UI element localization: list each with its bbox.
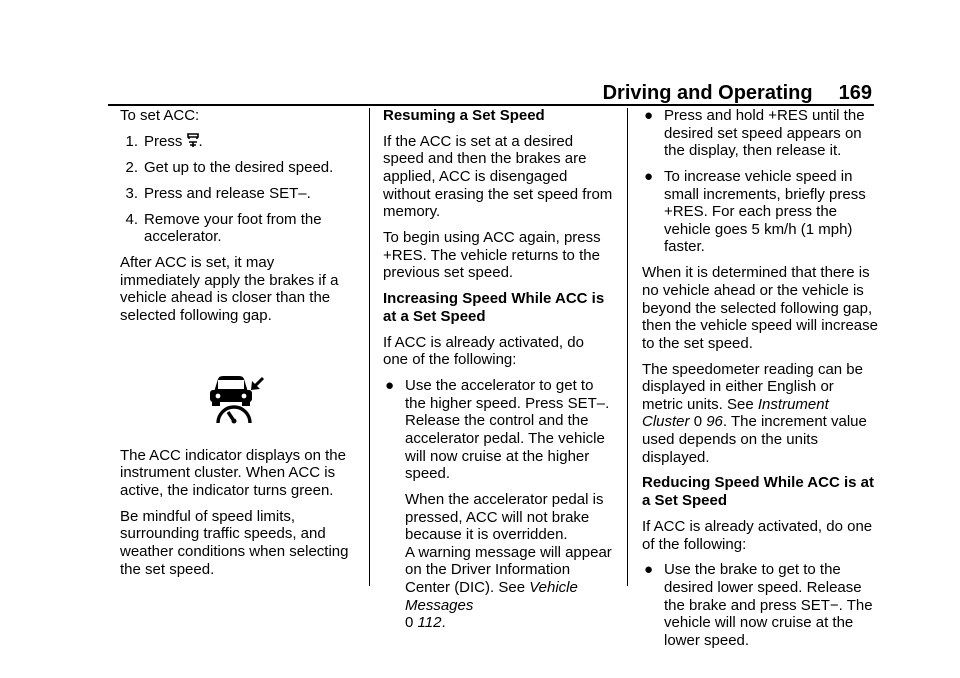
- bullet-icon: ●: [644, 168, 654, 186]
- bullet-icon: ●: [644, 561, 654, 579]
- reduce-paragraph: If ACC is already activated, do one of the following:: [642, 517, 873, 553]
- resume-heading: Resuming a Set Speed: [383, 107, 545, 124]
- intro-text: To set ACC:: [120, 107, 200, 124]
- column-divider: [627, 108, 628, 586]
- reduce-heading: Reducing Speed While ACC is at a Set Speed: [642, 474, 874, 510]
- sub-paragraph: When the accelerator pedal is pressed, ACC will not brake because it is overridden. A warning message will appear on the Driver Information Center (DIC). See Vehicle Messages 0 112.: [405, 491, 612, 632]
- list-item: ● Use the brake to get to the desired lower speed. Release the brake and press SET−. The vehicle will now cruise at the lower speed.: [644, 561, 873, 649]
- resume-paragraph: To begin using ACC again, press +RES. The vehicle returns to the previous set speed.: [383, 229, 601, 282]
- column-divider: [369, 108, 370, 586]
- vehicle-messages-link[interactable]: Vehicle Messages: [405, 579, 578, 614]
- list-item: 2. Get up to the desired speed.: [120, 159, 356, 177]
- list-item: 1. Press .: [120, 133, 356, 151]
- acc-indicator-figure: [120, 333, 356, 441]
- page-ref[interactable]: 96: [706, 413, 723, 431]
- list-item: ● To increase vehicle speed in small increments, briefly press +RES. For each press the vehicle goes 5 km/h (1 mph) faster.: [644, 168, 866, 256]
- mindful-text: Be mindful of speed limits, surrounding traffic speeds, and weather conditions when selecting the set speed.: [120, 507, 349, 578]
- after-set-text: After ACC is set, it may immediately apply the brakes if a vehicle ahead is closer than the selected following gap.: [120, 254, 339, 324]
- increase-paragraph: If ACC is already activated, do one of the following:: [383, 333, 584, 369]
- speed-increase-paragraph: When it is determined that there is no vehicle ahead or the vehicle is beyond the selected following gap, then the vehicle speed will increase to the set speed.: [642, 264, 878, 352]
- list-item: ● Use the accelerator to get to the higher speed. Press SET–. Release the control and the accelerator pedal. The vehicle will now cruise at the higher speed.: [385, 377, 610, 483]
- step-number: 1.: [125, 132, 138, 150]
- ref-arrow-icon: 0: [693, 413, 707, 431]
- page-number: 169: [838, 82, 872, 104]
- indicator-text: The ACC indicator displays on the instrument cluster. When ACC is active, the indicator turns green.: [120, 446, 346, 499]
- list-item: 3. Press and release SET–.: [120, 185, 356, 203]
- page-header: [603, 81, 872, 105]
- bullet-icon: ●: [644, 107, 654, 124]
- resume-paragraph: If the ACC is set at a desired speed and then the brakes are applied, ACC is disengaged without erasing the set speed from memory.: [383, 132, 613, 221]
- page-ref[interactable]: 112: [417, 614, 442, 632]
- column-2: [383, 107, 613, 640]
- column-1: [120, 107, 356, 586]
- step-number: 2.: [125, 158, 138, 176]
- increase-heading: Increasing Speed While ACC is at a Set Speed: [383, 290, 605, 325]
- speedometer-paragraph: The speedometer reading can be displayed in either English or metric units. See Instrument Cluster 0 96. The increment value used depends on the units displayed.: [642, 360, 867, 466]
- header-rule: [108, 104, 874, 106]
- column-3: [642, 107, 878, 658]
- instrument-cluster-link[interactable]: Instrument Cluster: [642, 395, 829, 431]
- ref-arrow-icon: 0: [405, 614, 418, 632]
- step-number: 4.: [125, 210, 138, 228]
- section-title: Driving and Operating: [602, 82, 813, 104]
- acc-button-icon: [187, 133, 199, 148]
- list-item: 4. Remove your foot from the accelerator.: [120, 211, 356, 246]
- step-number: 3.: [125, 184, 138, 202]
- bullet-icon: ●: [385, 377, 395, 395]
- list-item: ● Press and hold +RES until the desired set speed appears on the display, then release it.: [644, 107, 865, 160]
- acc-indicator-icon: [208, 372, 266, 426]
